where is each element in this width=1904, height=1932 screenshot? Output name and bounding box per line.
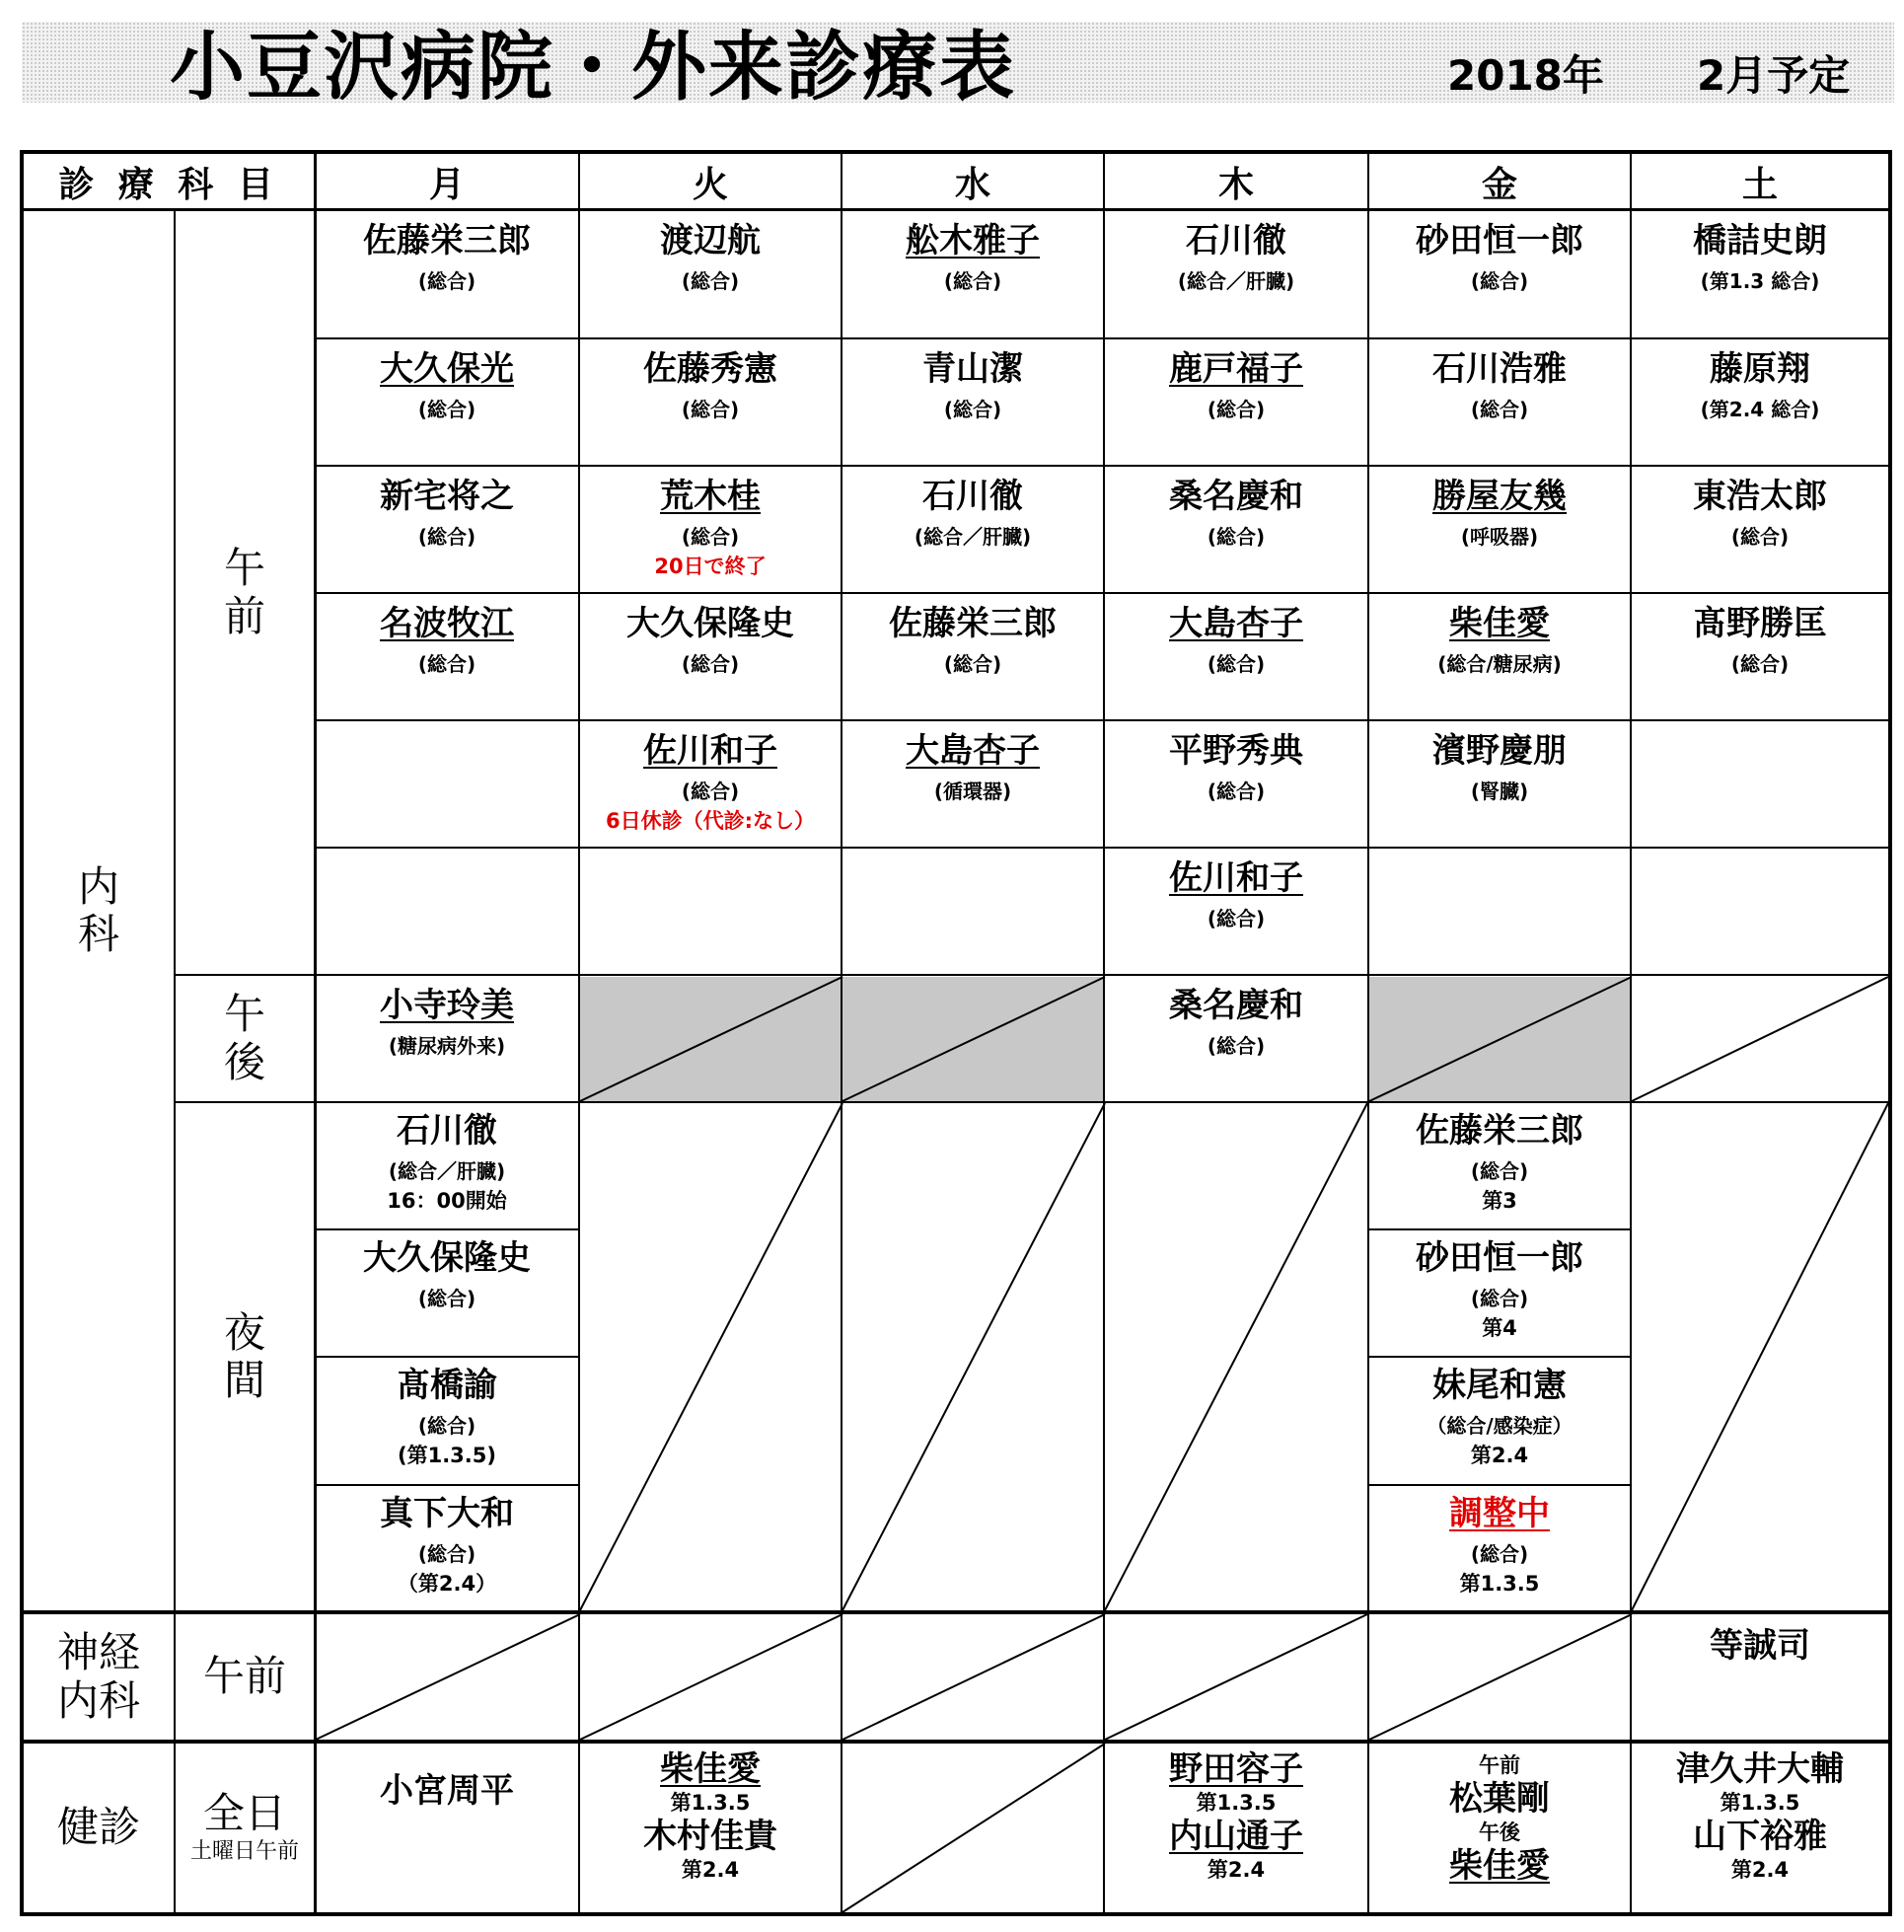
morning-cell (842, 594, 1103, 719)
night-cell-mon (316, 1103, 578, 1228)
checkup-cell-thu (1105, 1744, 1367, 1912)
doctor-name: 青山潔 (922, 349, 1023, 389)
doctor-name: 佐川和子 (643, 731, 777, 771)
doctor-name: 東浩太郎 (1693, 477, 1827, 516)
doctor-dept: (総合) (1730, 652, 1790, 676)
doctor-dept: (総合) (681, 525, 740, 549)
doctor-name: 平野秀典 (1169, 731, 1303, 771)
morning-cell (316, 339, 578, 465)
morning-cell (1632, 339, 1888, 465)
doctor-note: （第2.4） (397, 1572, 497, 1596)
doctor-name: 真下大和 (380, 1494, 514, 1533)
night-cell-fri (1369, 1486, 1630, 1611)
morning-cell (580, 594, 841, 719)
doctor-dept: (第1.3 総合) (1700, 269, 1820, 293)
morning-cell (842, 211, 1103, 336)
doctor-dept: (総合) (417, 652, 476, 676)
doctor-name: 内山通子 (1169, 1817, 1303, 1856)
morning-cell (1369, 594, 1630, 719)
morning-cell (1369, 211, 1630, 336)
schedule-month: 2月予定 (1697, 51, 1851, 100)
doctor-note: 第2.4 (681, 1858, 740, 1882)
label-naika-text: 内科 (77, 861, 119, 958)
label-kenshin (24, 1744, 174, 1912)
doctor-name: 髙橋諭 (397, 1366, 497, 1405)
label-naika (24, 211, 174, 1610)
morning-cell (316, 594, 578, 719)
doctor-name: 砂田恒一郎 (1416, 1238, 1583, 1278)
label-gozen-text: 午前 (223, 544, 265, 640)
doctor-note: 第1.3.5 (670, 1791, 751, 1815)
doctor-note: 6日休診（代診:なし） (605, 809, 815, 833)
morning-cell (580, 339, 841, 465)
doctor-name: 柴佳愛 (1449, 1846, 1550, 1886)
doctor-note: 第3 (1482, 1189, 1517, 1213)
doctor-name: 津久井大輔 (1676, 1749, 1844, 1789)
checkup-cell-sat (1632, 1744, 1888, 1912)
doctor-name: 調整中 (1449, 1494, 1550, 1533)
doctor-name: 小寺玲美 (380, 986, 514, 1025)
doctor-name: 松葉剛 (1449, 1779, 1550, 1819)
label-gozen (176, 211, 314, 974)
morning-cell (1105, 211, 1367, 336)
doctor-name: 妹尾和憲 (1432, 1366, 1567, 1405)
day-header-sat: 土 (1741, 164, 1778, 205)
doctor-dept: (総合) (1207, 780, 1266, 803)
morning-cell (1105, 721, 1367, 847)
doctor-name: 橋詰史朗 (1693, 221, 1827, 260)
morning-cell (580, 721, 841, 847)
checkup-pm-label: 午後 (1479, 1821, 1520, 1844)
doctor-name: 柴佳愛 (1449, 604, 1550, 643)
label-zenjitsu-text: 全日 (202, 1789, 286, 1838)
checkup-cell-tue (580, 1744, 841, 1912)
doctor-name: 大久保隆史 (626, 604, 794, 643)
label-shinkei-time-text: 午前 (202, 1652, 286, 1701)
morning-cell (842, 339, 1103, 465)
afternoon-cell-mon (316, 976, 578, 1101)
doctor-dept: (総合) (1470, 1159, 1529, 1183)
doctor-name: 渡辺航 (660, 221, 761, 260)
doctor-note: 第2.4 (1730, 1858, 1790, 1882)
dept-header: 診 療 科 目 (58, 164, 279, 205)
doctor-dept: (総合) (1470, 398, 1529, 421)
checkup-am-label: 午前 (1479, 1753, 1520, 1777)
doctor-dept: (総合／肝臓) (1177, 269, 1295, 293)
doctor-name: 勝屋友幾 (1432, 477, 1567, 516)
doctor-dept: (総合) (1470, 1542, 1529, 1566)
label-yakan (176, 1103, 314, 1610)
schedule-table (20, 150, 1892, 1916)
doctor-dept: (腎臓) (1470, 780, 1529, 803)
night-cell-mon (316, 1230, 578, 1356)
doctor-name: 佐藤栄三郎 (889, 604, 1057, 643)
doctor-name: 濱野慶朋 (1432, 731, 1567, 771)
night-cell-fri (1369, 1103, 1630, 1228)
doctor-dept: (総合) (417, 1287, 476, 1310)
doctor-name: 山下裕雅 (1693, 1817, 1827, 1856)
doctor-name: 桑名慶和 (1169, 477, 1303, 516)
label-kenshin-text: 健診 (56, 1803, 140, 1852)
afternoon-cell-thu (1105, 976, 1367, 1101)
day-header-fri: 金 (1481, 164, 1517, 205)
doctor-note: 第1.3.5 (1459, 1572, 1540, 1596)
doctor-name: 名波牧江 (380, 604, 514, 643)
doctor-dept: (総合／肝臓) (914, 525, 1032, 549)
morning-cell (1369, 721, 1630, 847)
doctor-dept: (総合/糖尿病) (1437, 652, 1562, 676)
doctor-name: 柴佳愛 (660, 1749, 761, 1789)
doctor-note: 第2.4 (1207, 1858, 1266, 1882)
doctor-name: 石川徹 (922, 477, 1023, 516)
doctor-dept: (総合) (1207, 652, 1266, 676)
morning-cell (1632, 594, 1888, 719)
doctor-name: 野田容子 (1169, 1749, 1303, 1789)
doctor-name: 木村佳貴 (643, 1817, 777, 1856)
doctor-dept: (第2.4 総合) (1700, 398, 1820, 421)
doctor-dept: (総合) (1207, 525, 1266, 549)
doctor-name: 鹿戸福子 (1169, 349, 1303, 389)
label-shinkei-text: 神経内科 (56, 1628, 140, 1725)
doctor-dept: (糖尿病外来) (388, 1034, 506, 1058)
doctor-dept: (総合) (943, 652, 1002, 676)
label-gogo-text: 午後 (223, 990, 265, 1086)
doctor-dept: (総合) (417, 269, 476, 293)
doctor-dept: (総合) (681, 652, 740, 676)
label-zenjitsu-note: 土曜日午前 (189, 1838, 299, 1864)
doctor-dept: (総合) (417, 525, 476, 549)
day-header-tue: 火 (692, 164, 728, 205)
label-zenjitsu (176, 1744, 314, 1912)
doctor-dept: (総合) (1470, 269, 1529, 293)
night-cell-mon (316, 1486, 578, 1611)
morning-cell (580, 211, 841, 336)
label-shinkei-time (176, 1614, 314, 1740)
doctor-dept: (総合) (417, 1542, 476, 1566)
doctor-dept: (総合) (1730, 525, 1790, 549)
morning-cell (1105, 849, 1367, 974)
day-header-thu: 木 (1217, 164, 1254, 205)
doctor-dept: (総合) (943, 269, 1002, 293)
label-yakan-text: 夜間 (223, 1307, 265, 1404)
day-header-mon: 月 (428, 164, 465, 205)
doctor-name: 佐藤栄三郎 (1416, 1111, 1583, 1151)
doctor-dept: (総合) (417, 1414, 476, 1438)
page-header (22, 22, 1894, 111)
morning-cell (842, 721, 1103, 847)
day-header-wed: 水 (954, 164, 990, 205)
doctor-dept: (総合) (681, 269, 740, 293)
doctor-name: 等誠司 (1710, 1626, 1810, 1666)
doctor-name: 砂田恒一郎 (1416, 221, 1583, 260)
morning-cell (316, 211, 578, 336)
doctor-name: 舩木雅子 (906, 221, 1040, 260)
morning-cell (1105, 339, 1367, 465)
doctor-name: 小宮周平 (380, 1771, 514, 1811)
doctor-name: 佐藤栄三郎 (363, 221, 531, 260)
doctor-note: 16：00開始 (387, 1189, 507, 1213)
doctor-name: 石川徹 (397, 1111, 497, 1151)
label-shinkei (24, 1614, 174, 1740)
doctor-name: 藤原翔 (1710, 349, 1810, 389)
doctor-name: 大島杏子 (906, 731, 1040, 771)
morning-cell (1369, 339, 1630, 465)
doctor-dept: (総合) (681, 398, 740, 421)
doctor-dept: (総合) (681, 780, 740, 803)
night-cell-fri (1369, 1358, 1630, 1483)
doctor-dept: (総合) (1207, 1034, 1266, 1058)
morning-cell (1369, 467, 1630, 592)
doctor-note: 20日で終了 (654, 555, 767, 578)
checkup-cell-mon (316, 1744, 578, 1912)
doctor-dept: (呼吸器) (1460, 525, 1539, 549)
doctor-note: (第1.3.5) (398, 1444, 496, 1467)
doctor-dept: (総合) (1207, 398, 1266, 421)
doctor-name: 石川浩雅 (1432, 349, 1567, 389)
morning-cell (842, 467, 1103, 592)
doctor-name: 大久保光 (380, 349, 514, 389)
night-cell-fri (1369, 1230, 1630, 1356)
doctor-name: 佐藤秀憲 (643, 349, 777, 389)
neuro-cell-sat (1632, 1614, 1888, 1740)
doctor-note: 第4 (1482, 1316, 1517, 1340)
doctor-dept: (総合) (943, 398, 1002, 421)
doctor-dept: (循環器) (933, 780, 1012, 803)
doctor-dept: (総合／肝臓) (388, 1159, 506, 1183)
morning-cell (1105, 467, 1367, 592)
doctor-name: 桑名慶和 (1169, 986, 1303, 1025)
doctor-note: 第1.3.5 (1720, 1791, 1800, 1815)
doctor-note: 第2.4 (1470, 1444, 1529, 1467)
morning-cell (580, 467, 841, 592)
night-cell-mon (316, 1358, 578, 1483)
doctor-name: 髙野勝匡 (1693, 604, 1827, 643)
doctor-note: 第1.3.5 (1196, 1791, 1277, 1815)
doctor-name: 大久保隆史 (363, 1238, 531, 1278)
morning-cell (1632, 211, 1888, 336)
doctor-name: 荒木桂 (660, 477, 761, 516)
label-gogo (176, 976, 314, 1101)
schedule-year: 2018年 (1447, 51, 1604, 100)
doctor-dept: (総合) (1470, 1287, 1529, 1310)
doctor-dept: (総合) (417, 398, 476, 421)
page-title: 小豆沢病院・外来診療表 (170, 23, 1016, 111)
doctor-name: 新宅将之 (380, 477, 514, 516)
doctor-name: 佐川和子 (1169, 858, 1303, 898)
doctor-name: 大島杏子 (1169, 604, 1303, 643)
morning-cell (1105, 594, 1367, 719)
morning-cell (316, 467, 578, 592)
checkup-cell-fri (1369, 1744, 1630, 1912)
morning-cell (1632, 467, 1888, 592)
doctor-name: 石川徹 (1186, 221, 1286, 260)
doctor-dept: (総合) (1207, 907, 1266, 930)
doctor-dept: （総合/感染症） (1427, 1414, 1573, 1438)
